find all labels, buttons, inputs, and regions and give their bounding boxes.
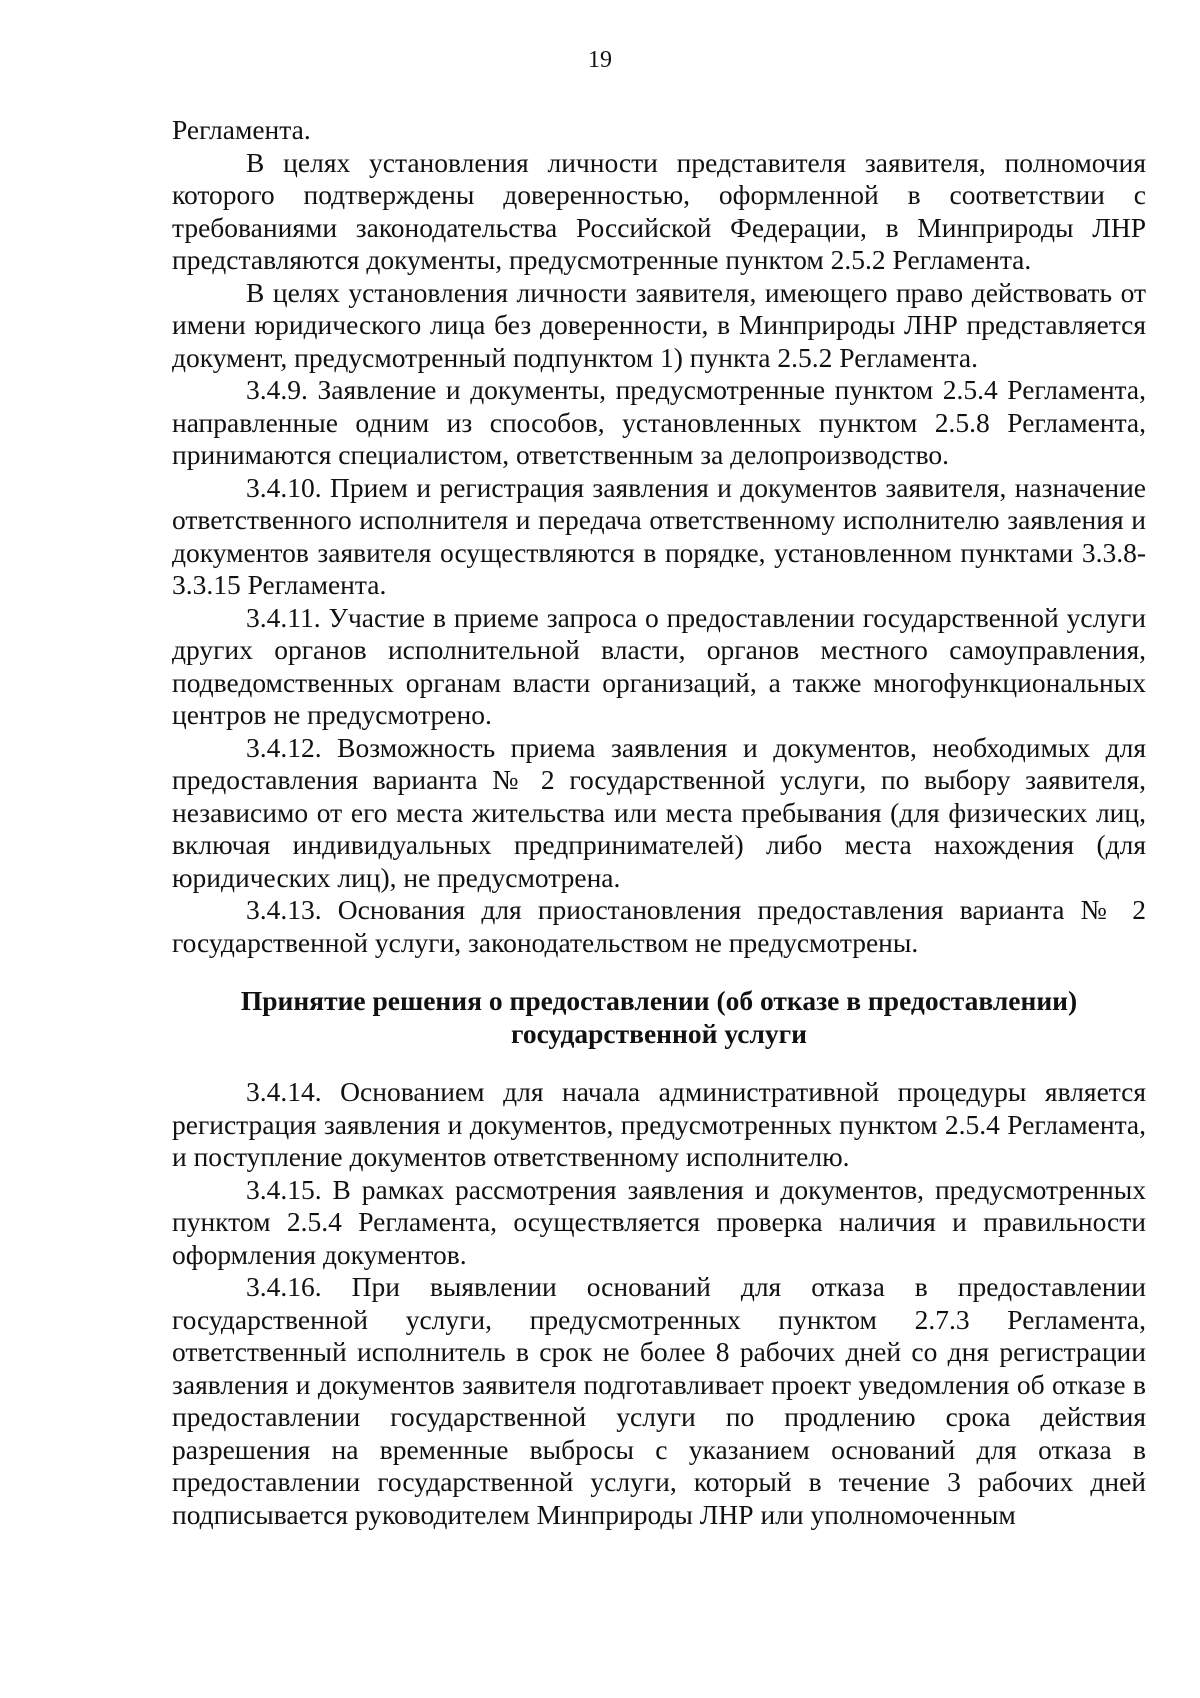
paragraph-3-4-15: 3.4.15. В рамках рассмотрения заявления и документов, предусмотренных пунктом 2.5.4 Регламента, осуществляется проверка наличия и правильности оформления документов. — [172, 1173, 1146, 1270]
paragraph: Регламента. — [172, 114, 311, 145]
paragraph-3-4-11: 3.4.11. Участие в приеме запроса о предоставлении государственной услуги других органов исполнительной власти, органов местного самоуправления, подведомственных органам власти организаций, а также многофункциональных центров не предусмотрено. — [172, 601, 1146, 730]
document-body — [172, 114, 1146, 1531]
paragraph: В целях установления личности заявителя, имеющего право действовать от имени юридического лица без доверенности, в Минприроды ЛНР представляется документ, предусмотренный подпунктом 1) пункта 2.5.2 Регламента. — [172, 276, 1146, 373]
paragraph: В целях установления личности представителя заявителя, полномочия которого подтверждены доверенностью, оформленной в соответствии с требованиями законодательства Российской Федерации, в Минприроды ЛНР представляются документы, предусмотренные пунктом 2.5.2 Регламента. — [172, 146, 1146, 275]
paragraph-3-4-14: 3.4.14. Основанием для начала административной процедуры является регистрация заявления и документов, предусмотренных пунктом 2.5.4 Регламента, и поступление документов ответственному исполнителю. — [172, 1076, 1146, 1172]
paragraph-3-4-13: 3.4.13. Основания для приостановления предоставления варианта № 2 государственной услуги, законодательством не предусмотрены. — [172, 894, 1146, 958]
page-number: 19 — [588, 47, 612, 73]
paragraph-3-4-16: 3.4.16. При выявлении оснований для отказа в предоставлении государственной услуги, предусмотренных пунктом 2.7.3 Регламента, ответственный исполнитель в срок не более 8 рабочих дней со дня регистрации заявления и документов заявителя подготавливает проект уведомления об отказе в предоставлении государственной услуги по продлению срока действия разрешения на временные выбросы с указанием оснований для отказа в предоставлении государственной услуги, который в течение 3 рабочих дней подписывается руководителем Минприроды ЛНР или уполномоченным — [172, 1271, 1146, 1530]
section-heading-line: государственной услуги — [511, 1017, 807, 1049]
section-heading — [172, 985, 1146, 1050]
paragraph-3-4-10: 3.4.10. Прием и регистрация заявления и документов заявителя, назначение ответственного исполнителя и передача ответственному исполнителю заявления и документов заявителя осуществляются в порядке, установленном пунктами 3.3.8-3.3.15 Регламента. — [172, 471, 1146, 600]
paragraph-3-4-12: 3.4.12. Возможность приема заявления и документов, необходимых для предоставления варианта № 2 государственной услуги, по выбору заявителя, независимо от его места жительства или места пребывания (для физических лиц, включая индивидуальных предпринимателей) либо места нахождения (для юридических лиц), не предусмотрена. — [172, 731, 1146, 893]
section-heading-line: Принятие решения о предоставлении (об отказе в предоставлении) — [240, 985, 1078, 1016]
paragraph-3-4-9: 3.4.9. Заявление и документы, предусмотренные пунктом 2.5.4 Регламента, направленные одним из способов, установленных пунктом 2.5.8 Регламента, принимаются специалистом, ответственным за делопроизводство. — [172, 374, 1146, 470]
